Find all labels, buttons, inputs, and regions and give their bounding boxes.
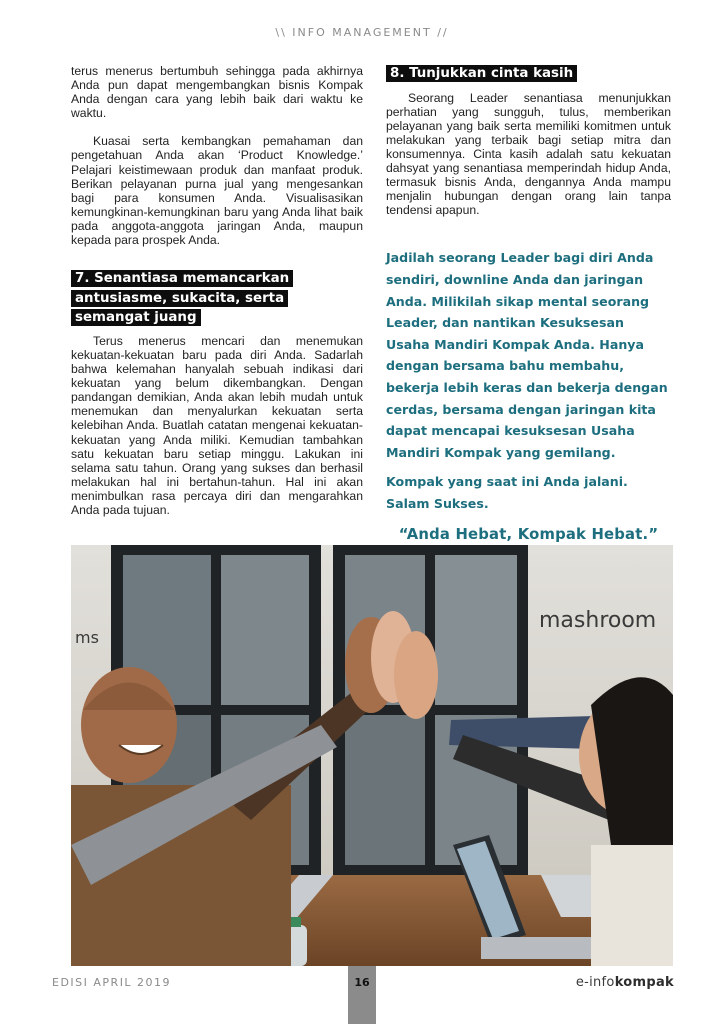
- team-high-five-photo: [71, 545, 673, 966]
- heading-7: 7. Senantiasa memancarkan antusiasme, sukacita, serta semangat juang: [71, 270, 293, 326]
- heading-8-wrap: [386, 64, 671, 84]
- brand-prefix: e-info: [575, 975, 615, 990]
- right-column: [386, 64, 671, 542]
- brand-logo: [576, 975, 674, 990]
- left-column: [71, 64, 363, 517]
- brand-suffix: kompak: [614, 975, 674, 990]
- heading-8: 8. Tunjukkan cinta kasih: [386, 65, 577, 82]
- heading-7-wrap: [71, 269, 363, 328]
- wall-logo: ms: [75, 628, 99, 647]
- paragraph-continuation: terus menerus bertumbuh sehingga pada akhirnya Anda pun dapat mengembangkan bisnis Kompak Anda dengan cara yang lebih baik dari waktu ke waktu.: [71, 64, 363, 121]
- paragraph-strengths: Terus menerus mencari dan menemukan kekuatan-kekuatan baru pada diri Anda. Sadarlah bahwa kelemahan hanyalah sebuah indikasi dari kekuatan yang belum dikembangkan. Dengan pandangan demikian, Anda akan lebih mudah untuk menemukan dan menyalurkan kekuatan serta kelebihan Anda. Buatlah catatan mengenai kekuatan-kekuatan yang Anda miliki. Kemudian tambahkan satu kekuatan baru setiap minggu. Lakukan ini selama satu tahun. Orang yang sukses dan berhasil melakukan hal ini bertahun-tahun. Hal ini akan menimbulkan rasa percaya diri dan mengarahkan Anda pada tujuan.: [71, 333, 363, 518]
- section-header: \\ INFO MANAGEMENT //: [275, 26, 449, 39]
- page-number: 16: [354, 976, 370, 989]
- closing-greeting: Kompak yang saat ini Anda jalani. Salam Sukses.: [386, 474, 628, 511]
- wall-sign: mashroom: [539, 608, 657, 633]
- paragraph-product-knowledge: Kuasai serta kembangkan pemahaman dan pengetahuan Anda akan ‘Product Knowledge.’ Pelajari keistimewaan produk dan manfaat produk. Berikan pelayanan purna jual yang mengesankan bagi para konsumen Anda. Visualisasikan kemungkinan-kemungkinan baru yang Anda lihat baik pada anggota-anggota jaringan Anda, maupun kepada para prospek Anda.: [71, 134, 363, 248]
- photo-illustration: [71, 545, 673, 966]
- edition-label: EDISI APRIL 2019: [52, 976, 172, 989]
- page-number-box: [348, 966, 376, 1024]
- paragraph-love: Seorang Leader senantiasa menunjukkan perhatian yang sungguh, tulus, memberikan pelayanan yang baik serta memiliki komitmen untuk melakukan yang terbaik bagi setiap mitra dan konsumennya. Cinta kasih adalah satu kekuatan dahsyat yang senantiasa memperindah hidup Anda, termasuk bisnis Anda, dengannya Anda mampu menjalin hubungan dengan orang lain tanpa tendensi apapun.: [386, 90, 671, 218]
- slogan: “Anda Hebat, Kompak Hebat.”: [398, 525, 659, 543]
- closing-statement: Jadilah seorang Leader bagi diri Anda sendiri, downline Anda dan jaringan Anda. Milikilah sikap mental seorang Leader, dan nantikan Kesuksesan Usaha Mandiri Kompak Anda. Hanya dengan bersama bahu membahu, bekerja lebih keras dan bekerja dengan cerdas, bersama dengan jaringan kita dapat mencapai kesuksesan Usaha Mandiri Kompak yang gemilang.: [386, 250, 668, 460]
